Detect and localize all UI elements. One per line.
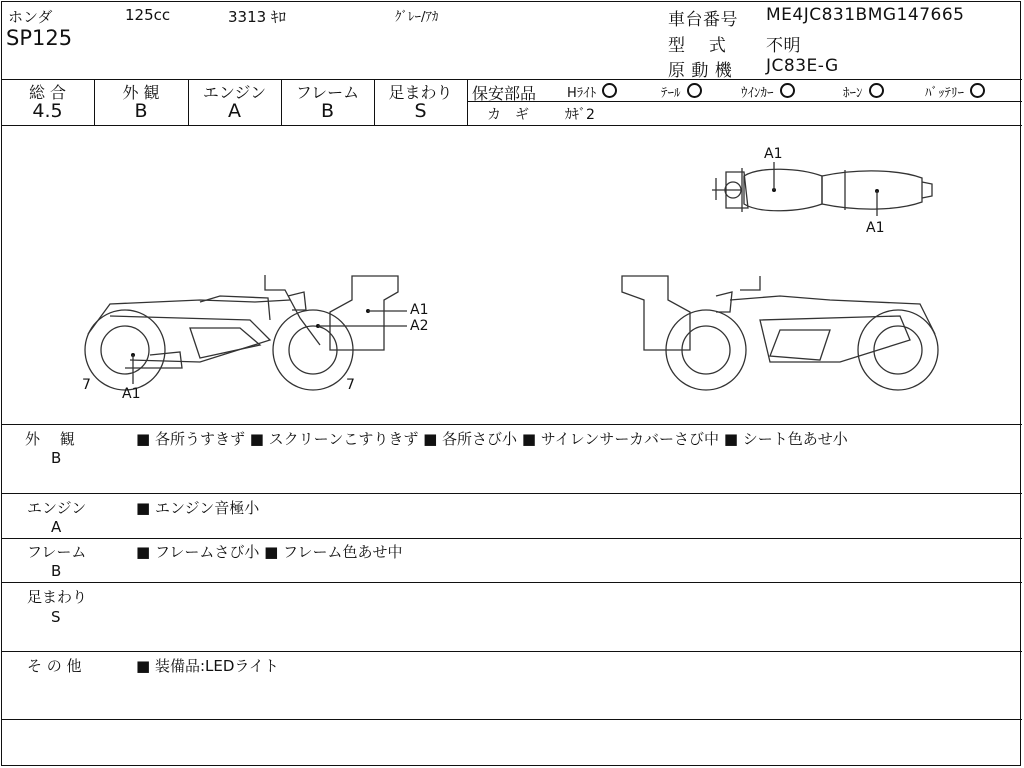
ok-circle-icon bbox=[602, 83, 617, 98]
diagram-label: A1 bbox=[122, 386, 141, 402]
divider bbox=[1, 651, 1022, 652]
motorcycle-right-view-icon bbox=[622, 276, 938, 390]
displacement: 125cc bbox=[125, 6, 171, 24]
grade-frame-value: B bbox=[320, 100, 335, 122]
motorcycle-top-view-icon bbox=[712, 168, 932, 212]
grade-engine-label: エンジン bbox=[202, 83, 267, 102]
section-frame-grade: B bbox=[51, 562, 62, 580]
grade-engine-value: A bbox=[228, 100, 241, 122]
divider bbox=[467, 101, 1022, 102]
diagram-label: A1 bbox=[866, 220, 885, 236]
section-engine-text: ■ エンジン音極小 bbox=[136, 499, 260, 517]
section-engine-label: エンジン bbox=[27, 499, 87, 517]
grade-frame-label: フレーム bbox=[295, 83, 360, 102]
grade-suspension-value: S bbox=[414, 100, 427, 122]
safety-item-headlight bbox=[567, 82, 617, 101]
safety-item-winker bbox=[741, 82, 795, 101]
divider bbox=[1, 538, 1022, 539]
section-other-text: ■ 装備品:LEDライト bbox=[136, 657, 279, 675]
ok-circle-icon bbox=[687, 83, 702, 98]
maker: ホンダ bbox=[8, 8, 53, 26]
diagram-label: A2 bbox=[410, 318, 429, 334]
damage-diagram bbox=[0, 126, 1022, 424]
section-frame-text: ■ フレームさび小 ■ フレーム色あせ中 bbox=[136, 543, 403, 561]
color: ｸﾞﾚｰ/ｱｶ bbox=[395, 10, 439, 25]
frame-no: ME4JC831BMG147665 bbox=[766, 5, 965, 25]
divider bbox=[467, 79, 468, 125]
grade-exterior-value: B bbox=[134, 100, 148, 122]
section-frame-label: フレーム bbox=[27, 543, 87, 561]
key-label: カ ギ bbox=[487, 107, 529, 123]
motorcycle-left-view-icon bbox=[85, 275, 398, 390]
diagram-label: 7 bbox=[346, 377, 355, 393]
model-name: SP125 bbox=[6, 26, 73, 50]
safety-title: 保安部品 bbox=[472, 84, 537, 103]
grade-suspension-label: 足まわり bbox=[388, 83, 453, 102]
safety-item-battery bbox=[925, 82, 985, 101]
section-other-label: そ の 他 bbox=[27, 657, 82, 675]
divider bbox=[1, 719, 1022, 720]
safety-item-label: ｳｲﾝｶｰ bbox=[741, 86, 774, 101]
section-exterior-grade: B bbox=[51, 449, 62, 467]
section-engine-grade: A bbox=[51, 518, 62, 536]
ok-circle-icon bbox=[780, 83, 795, 98]
section-suspension-label: 足まわり bbox=[27, 588, 88, 606]
grade-exterior-label: 外 観 bbox=[122, 83, 160, 102]
engine-value: JC83E-G bbox=[766, 56, 839, 76]
ok-circle-icon bbox=[869, 83, 884, 98]
safety-item-tail bbox=[661, 82, 702, 101]
type-label: 型 式 bbox=[668, 36, 727, 56]
safety-item-label: Hﾗｲﾄ bbox=[567, 86, 597, 101]
divider bbox=[1, 424, 1022, 425]
ok-circle-icon bbox=[970, 83, 985, 98]
divider bbox=[1, 493, 1022, 494]
safety-item-label: ﾎｰﾝ bbox=[843, 86, 863, 101]
key-value: ｶｷﾞ2 bbox=[565, 107, 595, 123]
section-suspension-grade: S bbox=[51, 608, 61, 626]
safety-item-label: ﾃｰﾙ bbox=[661, 86, 681, 101]
type-value: 不明 bbox=[766, 36, 801, 56]
section-exterior-text: ■ 各所うすきず ■ スクリーンこすりきず ■ 各所さび小 ■ サイレンサーカバーさび中 ■ シート色あせ小 bbox=[136, 430, 848, 448]
engine-label: 原 動 機 bbox=[668, 61, 733, 81]
diagram-label: 7 bbox=[82, 377, 91, 393]
section-exterior-label: 外 観 bbox=[25, 430, 75, 448]
divider bbox=[1, 582, 1022, 583]
safety-item-label: ﾊﾞｯﾃﾘｰ bbox=[925, 86, 964, 101]
grade-overall-value: 4.5 bbox=[32, 100, 63, 122]
safety-item-horn bbox=[843, 82, 884, 101]
diagram-label: A1 bbox=[410, 302, 429, 318]
diagram-label: A1 bbox=[764, 146, 783, 162]
grade-overall-label: 総 合 bbox=[28, 83, 67, 102]
frame-no-label: 車台番号 bbox=[668, 10, 738, 30]
mileage: 3313 ｷﾛ bbox=[228, 8, 286, 26]
